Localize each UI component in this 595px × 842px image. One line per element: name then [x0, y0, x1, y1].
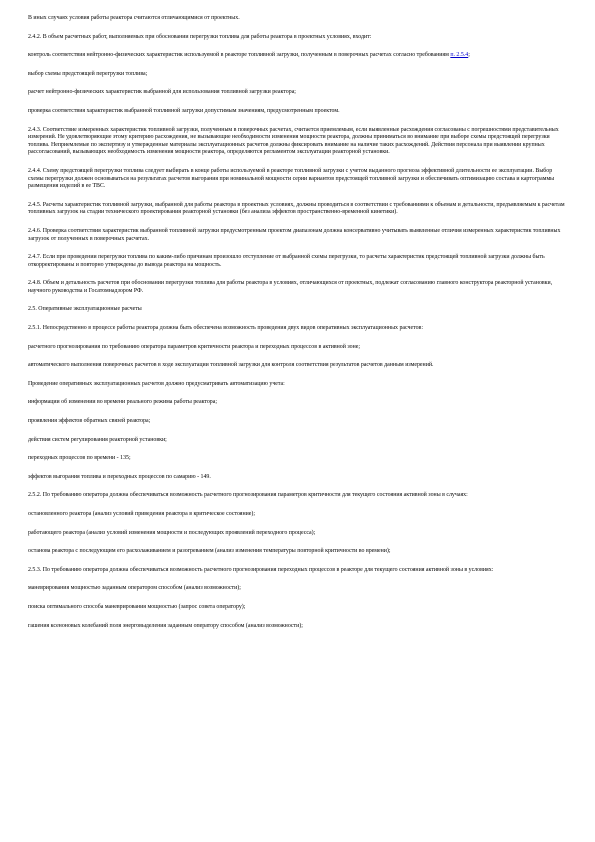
list-item-feedback: проявления эффектов обратных связей реактора; — [28, 418, 151, 425]
paragraph-calculation: расчет нейтронно-физических характеристик выбранной для использования топливной загрузки реактора; — [28, 89, 296, 96]
paragraph-2-4-4: 2.4.4. Схему предстоящей перегрузки топлива следует выбирать в конце работы используемой в реакторе топливной загрузки с учетом выданного прогноза эффективной длительности ее эксплуатации. Выбор схемы перегрузки должен основываться на результатах расчетов выгорания при номинальной мощности серии вариантов предстоящей топливной загрузки и обеспечивать оптимизацию состава и картограммы размещения изделий в ее ТВС. — [28, 167, 555, 190]
paragraph-intro: В иных случаях условия работы реактора считаются отличающимися от проектных. — [28, 15, 240, 21]
paragraph-2-4-6: 2.4.6. Проверка соответствия характеристик выбранной топливной загрузки предусмотренным проектом диапазонам должна консервативно учитывать выявленные отличия измеренных характеристик топливных загрузок от полученных в поверочных расчетах. — [28, 227, 561, 242]
list-item-information: информации об изменении во времени реального режима работы реактора; — [28, 399, 217, 406]
paragraph-2-5-2: 2.5.2. По требованию оператора должна обеспечиваться возможность расчетного прогнозирования параметров критичности для текущего состояния активной зоны в случаях: — [28, 492, 468, 499]
paragraph-control: контроль соответствия нейтронно-физических характеристик используемой в реакторе топливной загрузки, полученным в поверочных расчетах согласно требованиям п. 2.5.4; — [28, 52, 470, 59]
paragraph-2-4-3: 2.4.3. Соответствие измеренных характеристик топливной загрузки, полученным в поверочных расчетах, считается приемлемым, если выявленные расхождения согласованы с погрешностями представительных измерений. Не удовлетворяющие этому критерию расхождения, не вызывающие необходимости изменения мощности реактора, должны приниматься во внимание при выборе схемы предстоящей перегрузки топлива. Неприемлемые по экспертизу и утвержденные материалы эксплуатационных расчетов должны фиксировать внимание на наличие таких расхождений. Действия персонала при выявлении крупных рассогласований, вызывающих необходимость изменения мощности реактора, определяются регламентом эксплуатации реакторной установки. — [28, 126, 559, 156]
list-item-control-systems: действия систем регулирования реакторной установки; — [28, 436, 167, 443]
section-link[interactable]: п. 2.5.4 — [450, 52, 469, 59]
list-item-xenon-damping: гашения ксеноновых колебаний поля энерговыделения заданным оператору способом (анализ возможности); — [28, 622, 303, 629]
list-item-maneuvering: маневрирования мощностью заданным оператором способом (анализ возможности); — [28, 585, 241, 592]
list-item-shutdown-reactor: остановленного реактора (анализ условий приведения реактора в критическое состояние); — [28, 511, 256, 517]
paragraph-automation: Проведение оперативных эксплуатационных расчетов должно предусматривать автоматизацию учета: — [28, 380, 285, 387]
paragraph-2-4-8: 2.4.8. Объем и детальность расчетов при обосновании перегрузки топлива для работы реактора в условиях, отличающихся от проектных, подлежат согласованию главного конструктора реакторной установки, научного руководства и Госатомнадзором РФ. — [28, 280, 553, 294]
paragraph-2-4-2: 2.4.2. В объем расчетных работ, выполняемых при обосновании перегрузки топлива для работы реактора в проектных условиях, входит: — [28, 33, 372, 40]
list-item-operating-reactor: работающего реактора (анализ условий изменения мощности и последующих проявлений переходного процесса); — [28, 529, 316, 536]
list-item-reactor-stop: останова реактора с последующим его расхолаживанием и разогреванием (анализ изменения температуры повторной критичности во времени); — [28, 548, 391, 555]
list-item-transients-135: переходных процессов по времени - 135; — [28, 455, 131, 462]
paragraph-automatic: автоматического выполнения поверочных расчетов в ходе эксплуатации топливной загрузки для контроля соответствия результатов расчетов данным измерений. — [28, 362, 434, 369]
paragraph-2-5-1: 2.5.1. Непосредственно в процессе работы реактора должна быть обеспечена возможность проведения двух видов оперативных эксплуатационных расчетов: — [28, 325, 423, 332]
paragraph-2-5-3: 2.5.3. По требованию оператора должна обеспечиваться возможность расчетного прогнозирования переходных процессов в реакторе для текущего состояния активной зоны в условиях: — [28, 566, 494, 573]
paragraph-verification: проверка соответствия характеристик выбранной топливной загрузки допустимым значениям, предусмотренным проектом. — [28, 107, 340, 114]
paragraph-2-4-7: 2.4.7. Если при проведении перегрузки топлива по каким-либо причинам произошло отступление от выбранной схемы перегрузки, то расчеты характеристик предстоящей топливной загрузки должны быть откорректированы и повторно утверждены до вывода реактора на мощность. — [28, 254, 545, 268]
section-heading-2-5: 2.5. Оперативные эксплуатационные расчеты — [28, 306, 142, 313]
paragraph-forecasting: расчетного прогнозирования по требованию оператора параметров критичности реактора и переходных процессов в активной зоне; — [28, 343, 361, 350]
paragraph-scheme-choice: выбор схемы предстоящей перегрузки топлива; — [28, 70, 148, 77]
list-item-burnup-149: эффектов выгорания топлива и переходных процессов по самарию - 149. — [28, 473, 211, 480]
list-item-optimal-search: поиска оптимального способа маневрирования мощностью (запрос совета оператору); — [28, 603, 246, 610]
paragraph-control-text: контроль соответствия нейтронно-физических характеристик используемой в реакторе топливной загрузки, полученным в поверочных расчетах согласно требованиям — [28, 52, 449, 59]
paragraph-2-4-5: 2.4.5. Расчеты характеристик топливной загрузки, выбранной для работы реактора в проектных условиях, должны проводиться в соответствии с требованиями к объемам и детальности, предъявляемым к расчетам топливных загрузок на стадии технического проектирования реакторной установки (без анализа эффектов пространственно-временной кинетики). — [28, 201, 565, 216]
